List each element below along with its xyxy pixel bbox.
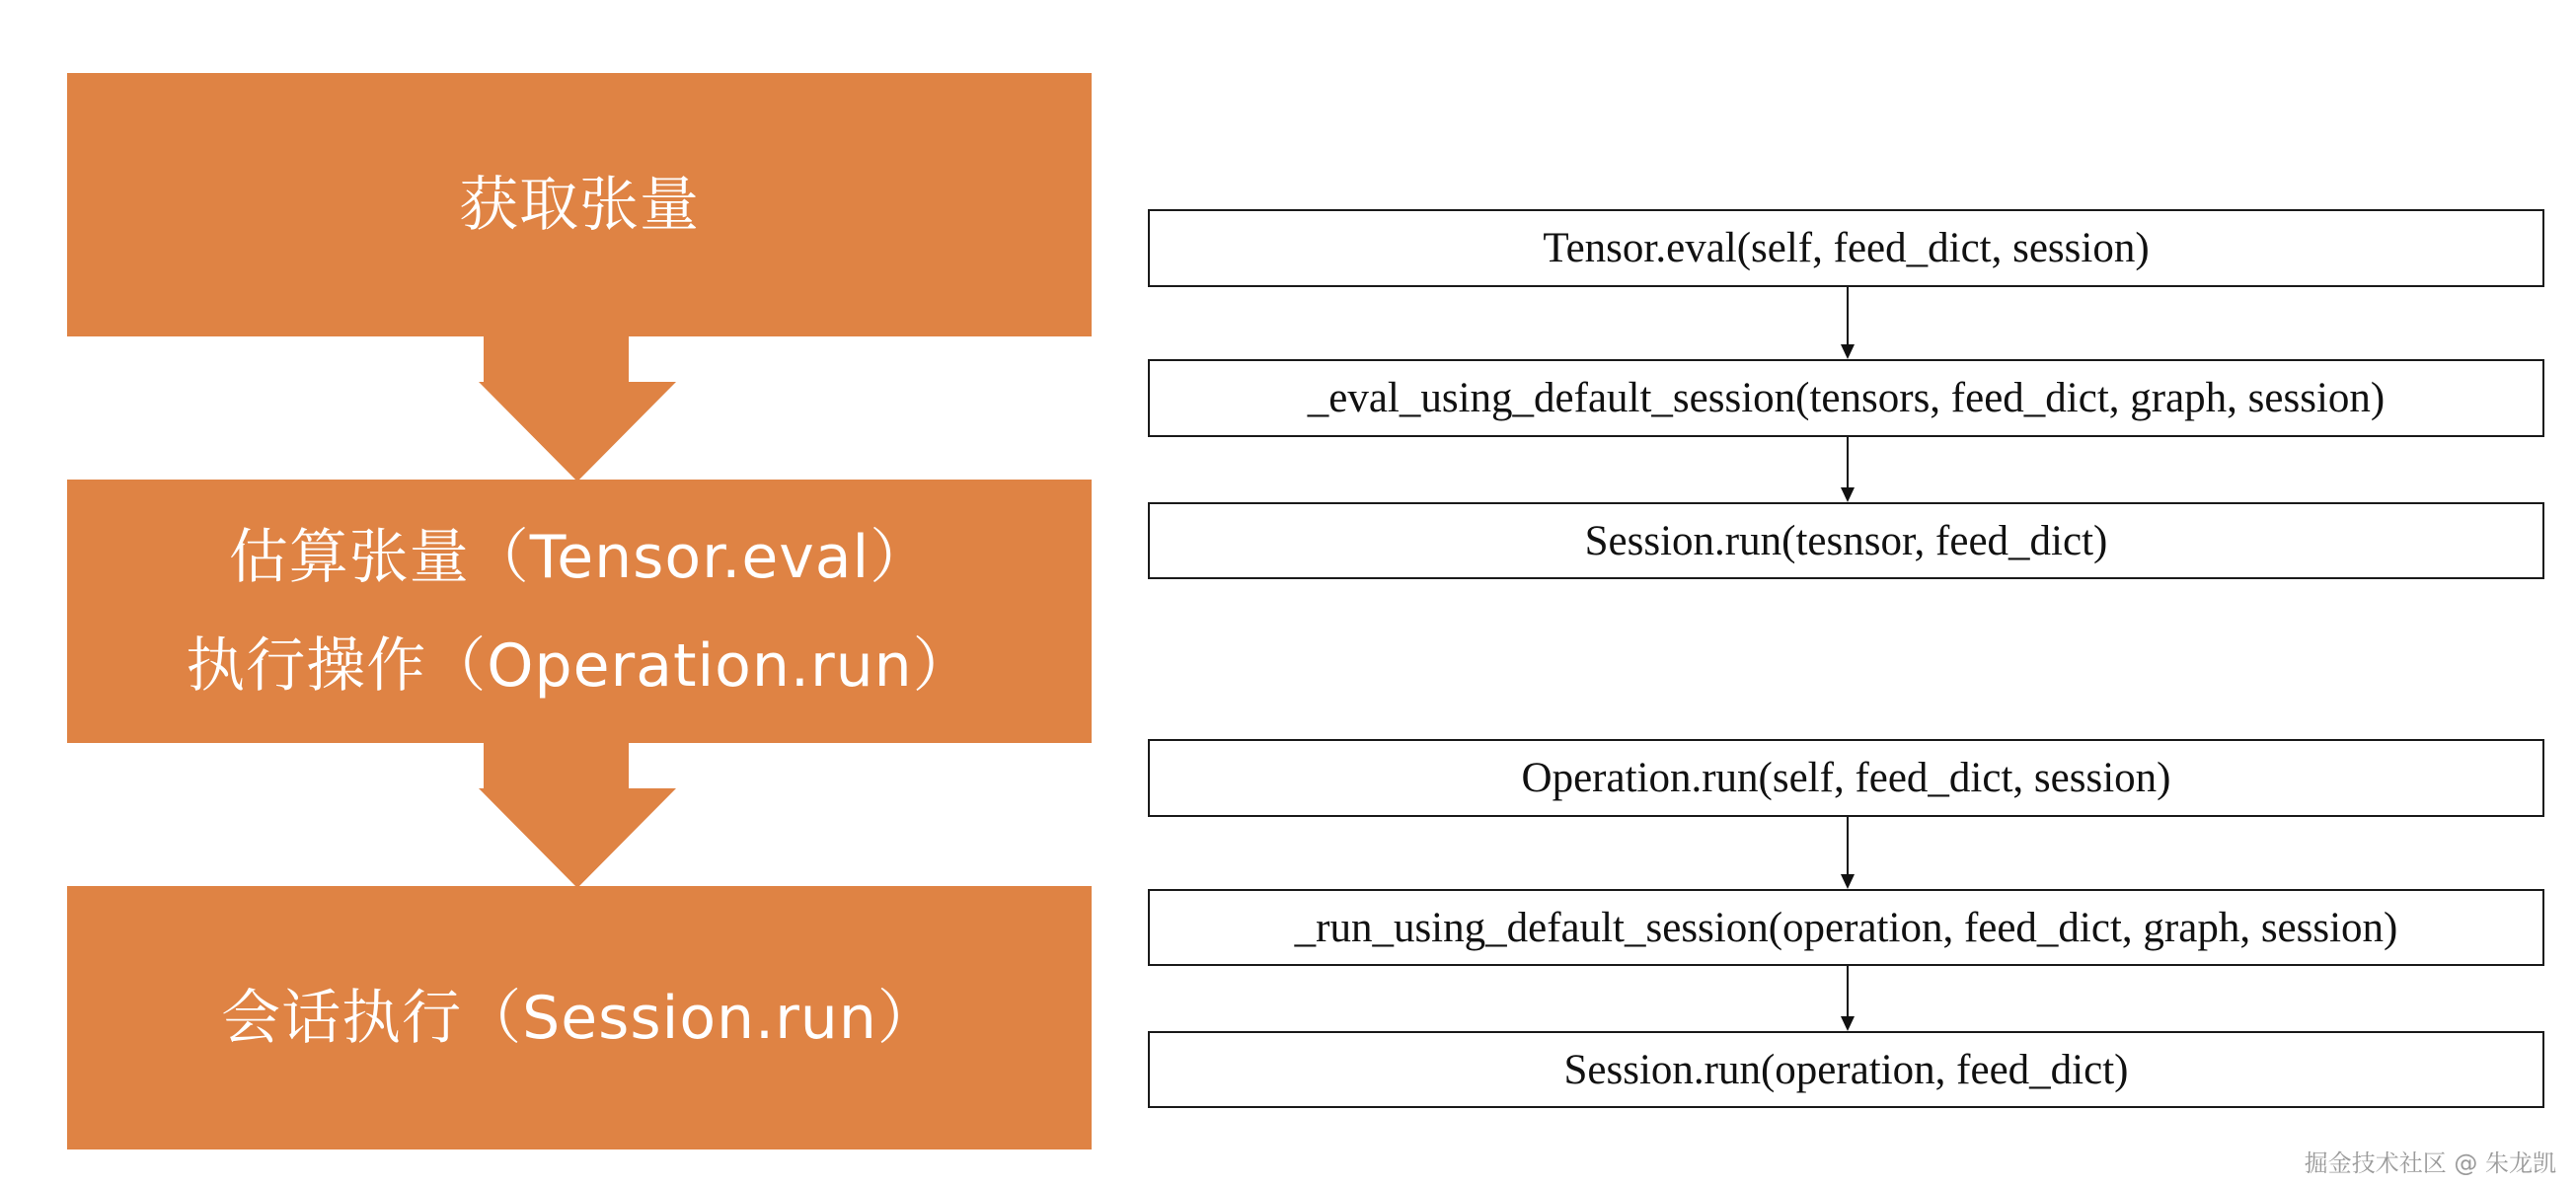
call-box-session-run-tensor [1148, 502, 2544, 579]
stage-arrow-down-icon [479, 335, 676, 482]
call-box-operation-run [1148, 739, 2544, 817]
call-label: Operation.run(self, feed_dict, session) [1521, 755, 2171, 801]
stage-get-tensor [67, 73, 1092, 336]
connector-arrow-icon [1838, 287, 1857, 360]
stage-label: 执行操作（Operation.run） [186, 630, 973, 701]
call-label: Tensor.eval(self, feed_dict, session) [1543, 225, 2150, 271]
connector-arrow-icon [1838, 817, 1857, 890]
stage-label: 估算张量（Tensor.eval） [228, 522, 931, 592]
watermark: 掘金技术社区 @ 朱龙凯 [2304, 1149, 2556, 1177]
stage-evaluate-execute [67, 480, 1092, 743]
connector-arrow-icon [1838, 437, 1857, 503]
call-box-session-run-operation [1148, 1031, 2544, 1108]
stage-session-run [67, 886, 1092, 1149]
call-box-eval-using-default-session [1148, 359, 2544, 437]
call-label: Session.run(operation, feed_dict) [1563, 1046, 2129, 1093]
stage-arrow-down-icon [479, 742, 676, 888]
call-label: Session.run(tesnsor, feed_dict) [1584, 517, 2108, 564]
stage-label: 会话执行（Session.run） [221, 983, 938, 1053]
stage-label: 获取张量 [459, 170, 700, 240]
call-box-tensor-eval [1148, 209, 2544, 287]
connector-arrow-icon [1838, 966, 1857, 1032]
call-label: _eval_using_default_session(tensors, feed_dict, graph, session) [1307, 375, 2386, 421]
call-box-run-using-default-session [1148, 889, 2544, 966]
call-label: _run_using_default_session(operation, feed_dict, graph, session) [1294, 904, 2398, 951]
